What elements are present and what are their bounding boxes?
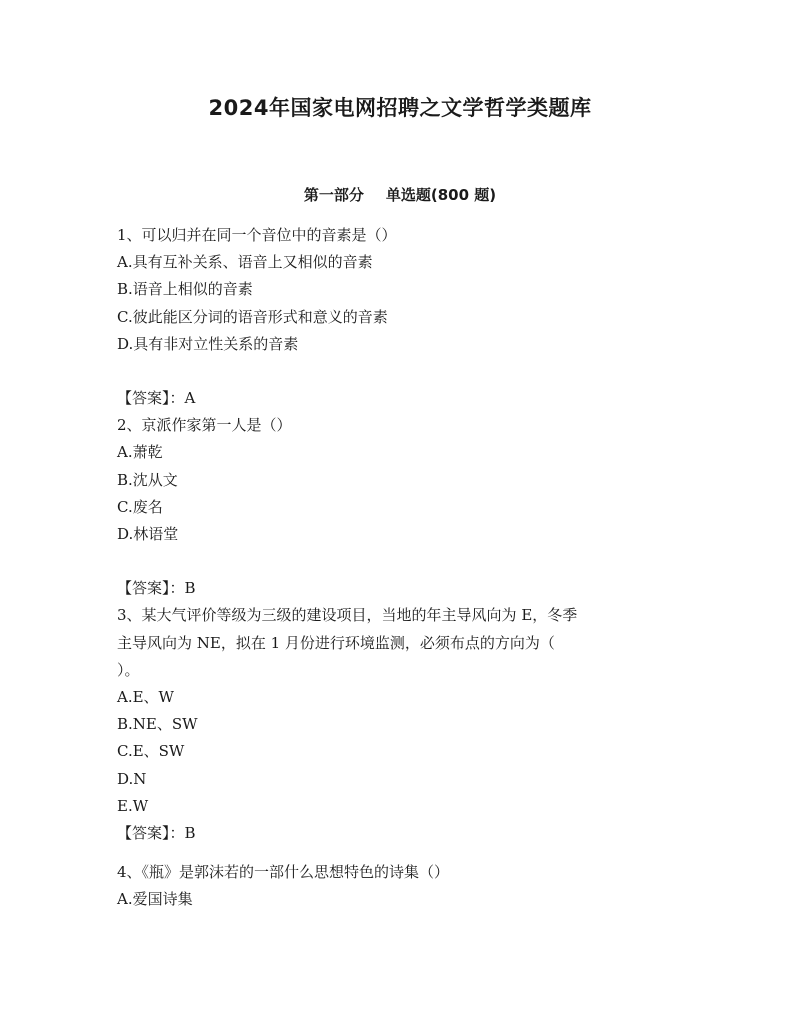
section-name: 单选题(800 题) (385, 186, 497, 204)
answer-value: B (184, 579, 196, 598)
option-c: C.彼此能区分词的语音形式和意义的音素 (117, 307, 388, 326)
question-3 (117, 602, 687, 847)
option-b: B.沈从文 (117, 470, 178, 489)
question-1 (117, 222, 687, 412)
question-stem-line-2: 主导风向为 NE，拟在 1 月份进行环境监测，必须布点的方向为（ (117, 633, 555, 652)
answer-line (117, 385, 687, 412)
answer-line (117, 575, 687, 602)
document-title: 2024年国家电网招聘之文学哲学类题库 (208, 96, 592, 120)
option-d: D.林语堂 (117, 525, 179, 544)
question-2 (117, 412, 687, 602)
question-stem: 1、可以归并在同一个音位中的音素是（） (117, 226, 397, 244)
section-heading (0, 184, 800, 205)
question-4 (117, 859, 687, 913)
question-stem: 4、《瓶》是郭沫若的一部什么思想特色的诗集（） (117, 863, 450, 882)
answer-line (117, 820, 687, 847)
answer-value: A (184, 389, 196, 408)
option-c: C.废名 (117, 497, 163, 516)
option-d: D.N (117, 769, 147, 788)
answer-value: B (184, 824, 196, 843)
option-b: B.NE、SW (117, 715, 198, 734)
option-c: C.E、SW (117, 742, 185, 761)
option-e: E.W (117, 796, 149, 815)
option-d: D.具有非对立性关系的音素 (117, 334, 299, 353)
question-list (117, 222, 687, 914)
option-a: A.具有互补关系、语音上又相似的音素 (117, 253, 373, 272)
answer-label: 【答案】： (117, 579, 185, 598)
question-stem: 2、京派作家第一人是（） (117, 416, 292, 435)
option-a: A.爱国诗集 (117, 890, 193, 909)
question-stem-line-1: 3、某大气评价等级为三级的建设项目，当地的年主导风向为 E，冬季 (117, 606, 578, 625)
answer-label: 【答案】： (117, 389, 185, 408)
question-stem-line-3: ）。 (117, 660, 140, 679)
section-part: 第一部分 (303, 186, 364, 204)
answer-label: 【答案】： (117, 824, 185, 843)
option-a: A.E、W (117, 688, 174, 707)
option-b: B.语音上相似的音素 (117, 280, 253, 299)
option-a: A.萧乾 (117, 443, 163, 462)
